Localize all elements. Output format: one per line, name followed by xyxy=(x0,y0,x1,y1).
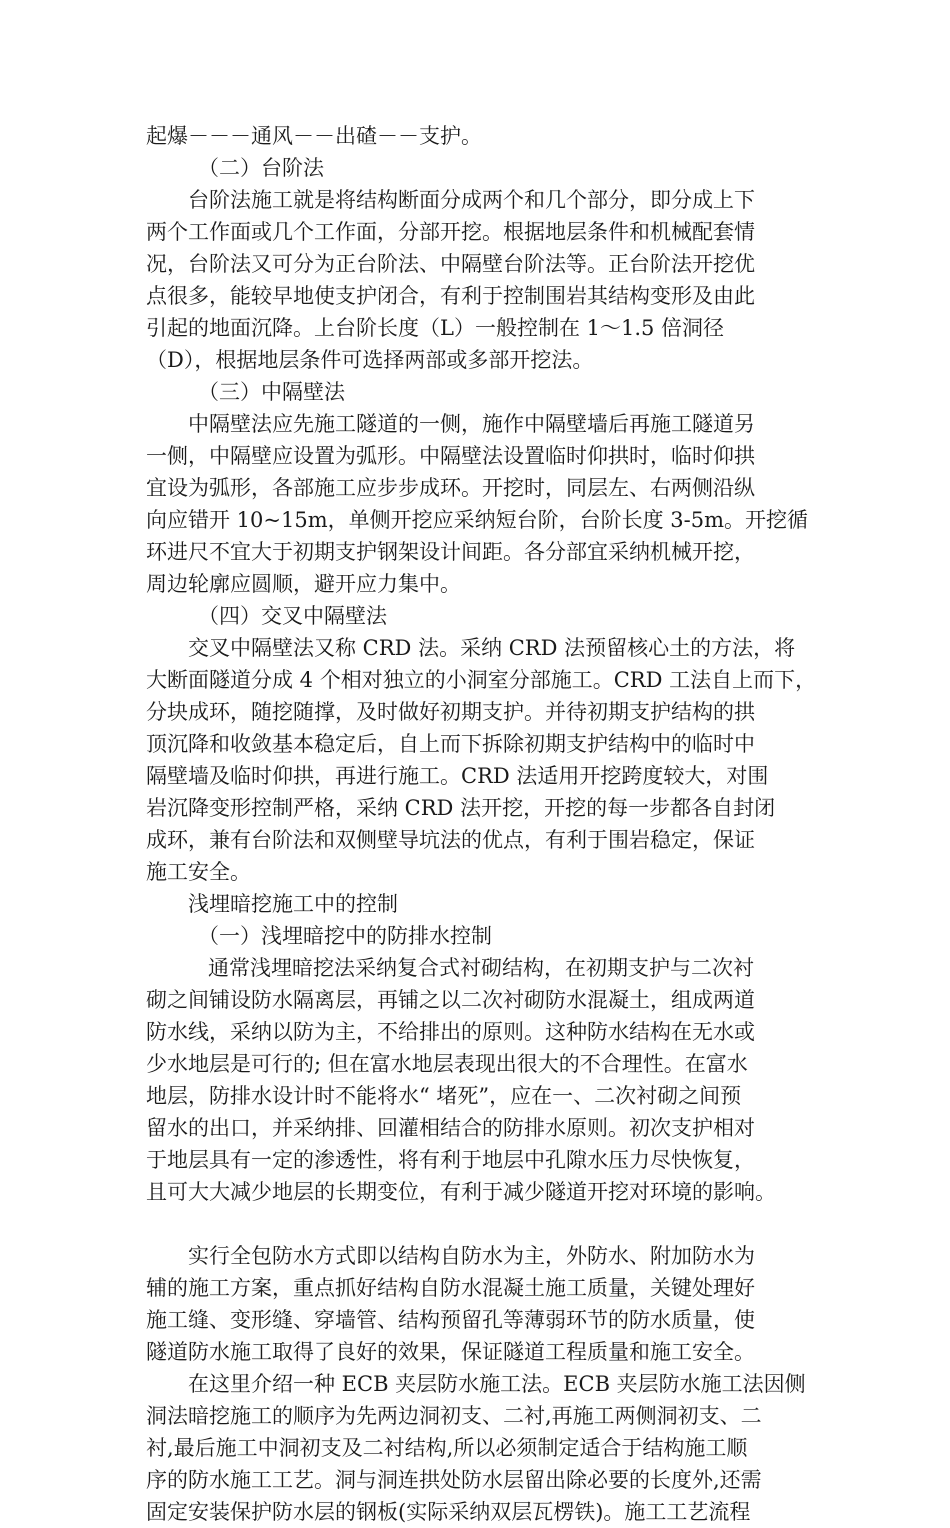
text-line: 成环，兼有台阶法和双侧壁导坑法的优点，有利于围岩稳定，保证 xyxy=(146,828,755,852)
text-line: 洞法暗挖施工的顺序为先两边洞初支、二衬,再施工两侧洞初支、二 xyxy=(146,1404,762,1428)
text-line: 于地层具有一定的渗透性，将有利于地层中孔隙水压力尽快恢复， xyxy=(146,1148,755,1172)
text-line: 交叉中隔壁法又称 CRD 法。采纳 CRD 法预留核心土的方法，将 xyxy=(188,636,796,660)
text-line: 施工缝、变形缝、穿墙管、结构预留孔等薄弱环节的防水质量，使 xyxy=(146,1308,755,1332)
text-line: 岩沉降变形控制严格，采纳 CRD 法开挖，开挖的每一步都各自封闭 xyxy=(146,796,776,820)
text-line: 浅埋暗挖施工中的控制 xyxy=(188,892,398,916)
text-line: 周边轮廓应圆顺，避开应力集中。 xyxy=(146,572,461,596)
text-line: 在这里介绍一种 ECB 夹层防水施工法。ECB 夹层防水施工法因侧 xyxy=(188,1372,806,1396)
text-line: 实行全包防水方式即以结构自防水为主，外防水、附加防水为 xyxy=(188,1244,755,1268)
text-line: 台阶法施工就是将结构断面分成两个和几个部分，即分成上下 xyxy=(188,188,755,212)
text-line: （四）交叉中隔壁法 xyxy=(198,604,387,628)
text-line: 地层，防排水设计时不能将水“ 堵死”，应在一、二次衬砌之间预 xyxy=(146,1084,742,1108)
text-line: 少水地层是可行的; 但在富水地层表现出很大的不合理性。在富水 xyxy=(146,1052,748,1076)
text-line: 中隔壁法应先施工隧道的一侧，施作中隔壁墙后再施工隧道另 xyxy=(188,412,755,436)
text-line: 序的防水施工工艺。洞与洞连拱处防水层留出除必要的长度外,还需 xyxy=(146,1468,762,1492)
text-line: 况，台阶法又可分为正台阶法、中隔壁台阶法等。正台阶法开挖优 xyxy=(146,252,755,276)
text-line: 两个工作面或几个工作面，分部开挖。根据地层条件和机械配套情 xyxy=(146,220,755,244)
text-line: 一侧，中隔壁应设置为弧形。中隔壁法设置临时仰拱时，临时仰拱 xyxy=(146,444,755,468)
text-line: 环进尺不宜大于初期支护钢架设计间距。各分部宜采纳机械开挖， xyxy=(146,540,755,564)
text-line: 向应错开 10~15m，单侧开挖应采纳短台阶，台阶长度 3-5m。开挖循 xyxy=(146,508,809,532)
text-line: 施工安全。 xyxy=(146,860,251,884)
text-line: 点很多，能较早地使支护闭合，有利于控制围岩其结构变形及由此 xyxy=(146,284,755,308)
text-line: 通常浅埋暗挖法采纳复合式衬砌结构，在初期支护与二次衬 xyxy=(208,956,754,980)
text-line: （D），根据地层条件可选择两部或多部开挖法。 xyxy=(146,348,594,372)
text-line: 引起的地面沉降。上台阶长度（L）一般控制在 1～1.5 倍洞径 xyxy=(146,316,725,340)
text-line: 衬,最后施工中洞初支及二衬结构,所以必须制定适合于结构施工顺 xyxy=(146,1436,748,1460)
text-line: （三）中隔壁法 xyxy=(198,380,345,404)
text-line: 起爆－－－通风－－出碴－－支护。 xyxy=(146,124,482,148)
text-line: 隔壁墙及临时仰拱，再进行施工。CRD 法适用开挖跨度较大，对围 xyxy=(146,764,769,788)
text-line: （二）台阶法 xyxy=(198,156,324,180)
text-line: 且可大大减少地层的长期变位，有利于减少隧道开挖对环境的影响。 xyxy=(146,1180,776,1204)
text-line: 辅的施工方案，重点抓好结构自防水混凝土施工质量，关键处理好 xyxy=(146,1276,755,1300)
text-line: 宜设为弧形，各部施工应步步成环。开挖时，同层左、右两侧沿纵 xyxy=(146,476,755,500)
blank-line xyxy=(146,1208,806,1240)
text-line: 顶沉降和收敛基本稳定后，自上而下拆除初期支护结构中的临时中 xyxy=(146,732,755,756)
text-line: 分块成环，随挖随撑，及时做好初期支护。并待初期支护结构的拱 xyxy=(146,700,755,724)
text-line: 砌之间铺设防水隔离层，再铺之以二次衬砌防水混凝土，组成两道 xyxy=(146,988,755,1012)
text-line: 留水的出口，并采纳排、回灌相结合的防排水原则。初次支护相对 xyxy=(146,1116,755,1140)
document-body xyxy=(146,120,817,1528)
text-line: 固定安装保护防水层的钢板(实际采纳双层瓦楞铁)。施工工艺流程 xyxy=(146,1500,751,1524)
text-line: 防水线，采纳以防为主，不给排出的原则。这种防水结构在无水或 xyxy=(146,1020,755,1044)
text-line: （一）浅埋暗挖中的防排水控制 xyxy=(198,924,492,948)
text-line: 隧道防水施工取得了良好的效果，保证隧道工程质量和施工安全。 xyxy=(146,1340,755,1364)
text-line: 大断面隧道分成 4 个相对独立的小洞室分部施工。CRD 工法自上而下， xyxy=(146,668,817,692)
